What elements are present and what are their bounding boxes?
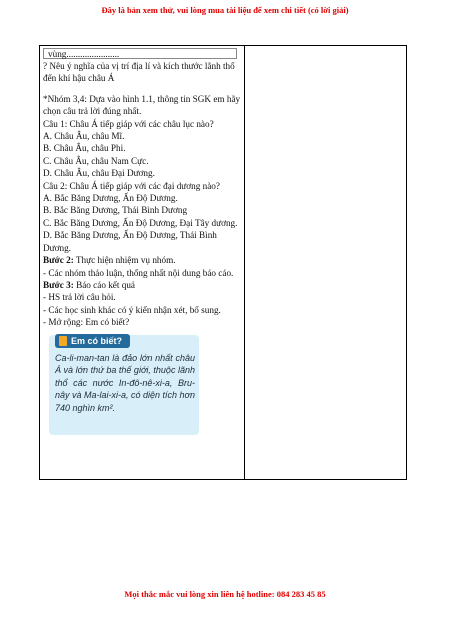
lesson-table [39, 45, 407, 480]
q2-option-d: D. Bắc Băng Dương, Ấn Độ Dương, Thái Bình Dương. [43, 230, 217, 253]
q1-option-a: A. Châu Âu, châu Mĩ. [43, 131, 125, 142]
activity-column [43, 48, 243, 435]
q1-option-d: D. Châu Âu, châu Đại Dương. [43, 168, 155, 179]
step-3 [43, 279, 243, 291]
bookmark-icon [59, 336, 67, 346]
fill-in-region: vùng....................... [43, 48, 237, 59]
preview-banner: Đây là bản xem thử, vui lòng mua tài liệu để xem chi tiết (có lời giải) [101, 5, 349, 15]
step-2-text: Thực hiện nhiệm vụ nhóm. [73, 255, 176, 266]
did-you-know-text: Ca-li-man-tan là đảo lớn nhất châu Á và lớn thứ ba thế giới, thuộc lãnh thổ các nước In-đô-nê-xi-a, Bru-nây và Ma-lai-xi-a, có diện tích hơn 740 nghìn km². [55, 352, 196, 413]
extend-note: - Mở rộng: Em có biết? [43, 317, 130, 328]
did-you-know-tab [55, 334, 130, 348]
question-2: Câu 2: Châu Á tiếp giáp với các đại dương nào? [43, 180, 220, 191]
column-divider [244, 46, 245, 479]
did-you-know-title: Em có biết? [71, 335, 123, 346]
step-3-item-b: - Các học sinh khác có ý kiến nhận xét, bổ sung. [43, 304, 221, 315]
step-3-label: Bước 3: [43, 279, 74, 290]
question-meaning: ? Nêu ý nghĩa của vị trí địa lí và kích thước lãnh thổ đến khí hậu châu Á [43, 61, 235, 84]
step-2-label: Bước 2: [43, 255, 74, 266]
step-2-detail: - Các nhóm thảo luận, thống nhất nội dung báo cáo. [43, 267, 234, 278]
q2-option-c: C. Bắc Băng Dương, Ấn Độ Dương, Đại Tây dương. [43, 217, 238, 228]
step-3-text: Báo cáo kết quả [73, 279, 135, 290]
step-3-item-a: - HS trả lời câu hỏi. [43, 292, 116, 303]
q2-option-a: A. Bắc Băng Dương, Ấn Độ Dương. [43, 193, 178, 204]
question-1: Câu 1: Châu Á tiếp giáp với các châu lục nào? [43, 118, 214, 129]
q1-option-c: C. Châu Âu, châu Nam Cực. [43, 155, 149, 166]
q1-option-b: B. Châu Âu, châu Phi. [43, 143, 126, 154]
q2-option-b: B. Bắc Băng Dương, Thái Bình Dương [43, 205, 188, 216]
step-2 [43, 254, 243, 266]
hotline-banner: Mọi thắc mắc vui lòng xin liên hệ hotline: 084 283 45 85 [124, 589, 326, 599]
did-you-know-box [49, 335, 199, 435]
group-task: *Nhóm 3,4: Dựa vào hình 1.1, thông tin SGK em hãy chọn câu trả lời đúng nhất. [43, 93, 241, 117]
